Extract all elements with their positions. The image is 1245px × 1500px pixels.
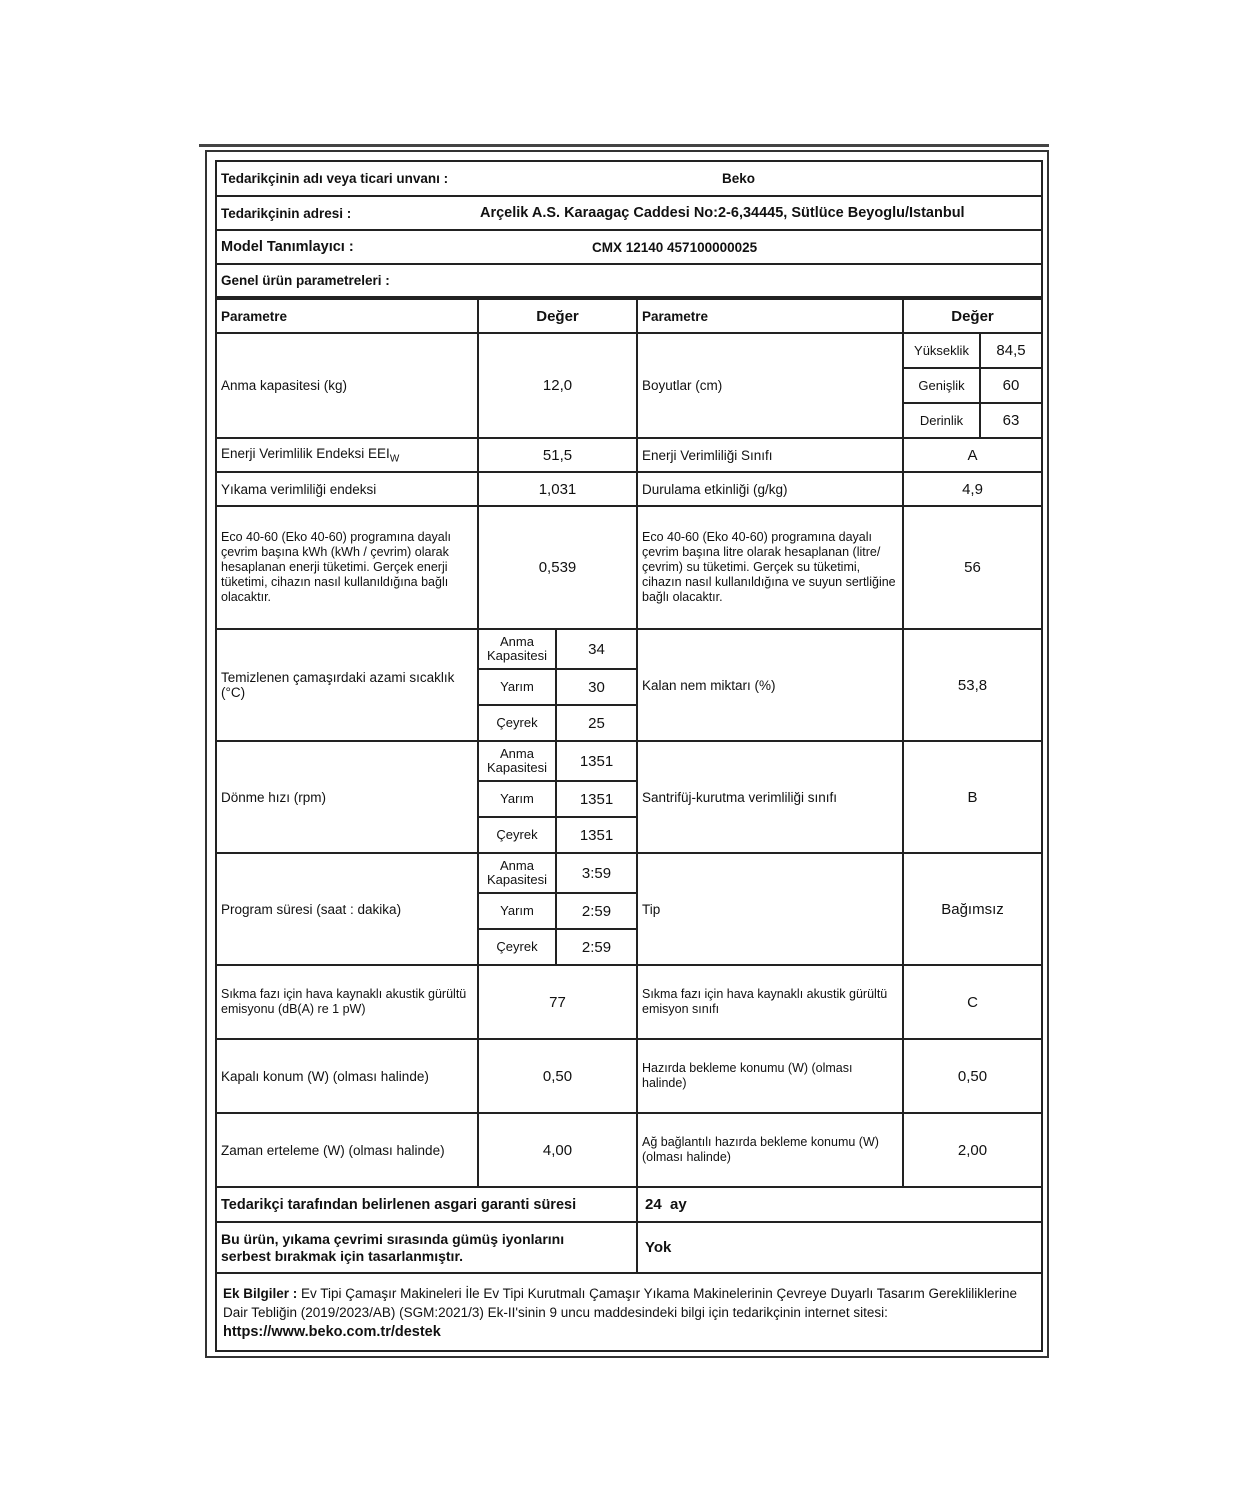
supplier-value: Beko — [480, 161, 1042, 196]
depth-label: Derinlik — [903, 403, 980, 438]
additional-info-label: Ek Bilgiler : — [223, 1286, 298, 1301]
networked-standby-value: 2,00 — [903, 1113, 1042, 1187]
header-param-left: Parametre — [216, 299, 478, 333]
silver-ions-value: Yok — [637, 1222, 1042, 1273]
noise-class-label: Sıkma fazı için hava kaynaklı akustik gürültü emisyon sınıfı — [637, 965, 903, 1039]
silver-ions-label: Bu ürün, yıkama çevrimi sırasında gümüş iyonlarını serbest bırakmak için tasarlanmıştır. — [216, 1222, 637, 1273]
noise-value: 77 — [478, 965, 637, 1039]
program-duration-label: Program süresi (saat : dakika) — [216, 853, 478, 965]
load-half-label: Yarım — [478, 669, 556, 705]
max-temp-quarter: 25 — [556, 705, 637, 741]
warranty-label: Tedarikçi tarafından belirlenen asgari garanti süresi — [216, 1187, 637, 1222]
supplier-table — [215, 160, 1043, 298]
spin-speed-quarter: 1351 — [556, 817, 637, 853]
water-consumption-value: 56 — [903, 506, 1042, 629]
eei-value: 51,5 — [478, 438, 637, 472]
load-quarter-label: Çeyrek — [478, 817, 556, 853]
depth-value: 63 — [980, 403, 1042, 438]
max-temp-rated: 34 — [556, 629, 637, 669]
spin-speed-half: 1351 — [556, 781, 637, 817]
general-params-heading: Genel ürün parametreleri : — [216, 264, 1042, 297]
program-duration-half: 2:59 — [556, 893, 637, 929]
load-half-label: Yarım — [478, 781, 556, 817]
energy-class-value: A — [903, 438, 1042, 472]
spin-class-value: B — [903, 741, 1042, 853]
load-quarter-label: Çeyrek — [478, 929, 556, 965]
load-half-label: Yarım — [478, 893, 556, 929]
program-duration-quarter: 2:59 — [556, 929, 637, 965]
address-label: Tedarikçinin adresi : — [216, 196, 480, 230]
additional-info — [215, 1274, 1043, 1352]
width-value: 60 — [980, 368, 1042, 403]
parameters-table — [215, 298, 1043, 1274]
max-temp-half: 30 — [556, 669, 637, 705]
moisture-value: 53,8 — [903, 629, 1042, 741]
header-param-right: Parametre — [637, 299, 903, 333]
rinsing-value: 4,9 — [903, 472, 1042, 506]
energy-consumption-label: Eco 40-60 (Eko 40-60) programına dayalı çevrim başına kWh (kWh / çevrim) olarak hesaplanan enerji tüketimi. Gerçek enerji tüketimi, cihazın nasıl kullanıldığına bağlı olacaktır. — [216, 506, 478, 629]
width-label: Genişlik — [903, 368, 980, 403]
spin-speed-rated: 1351 — [556, 741, 637, 781]
water-consumption-label: Eco 40-60 (Eko 40-60) programına dayalı çevrim başına litre olarak hesaplanan (litre/çevrim) su tüketimi. Gerçek su tüketimi, cihazın nasıl kullanıldığına ve suyun sertliğine bağlı olacaktır. — [637, 506, 903, 629]
energy-consumption-value: 0,539 — [478, 506, 637, 629]
standby-value: 0,50 — [903, 1039, 1042, 1113]
spin-speed-label: Dönme hızı (rpm) — [216, 741, 478, 853]
product-info-sheet — [205, 150, 1049, 1358]
capacity-label: Anma kapasitesi (kg) — [216, 333, 478, 438]
energy-class-label: Enerji Verimliliği Sınıfı — [637, 438, 903, 472]
off-mode-value: 0,50 — [478, 1039, 637, 1113]
noise-label: Sıkma fazı için hava kaynaklı akustik gürültü emisyonu (dB(A) re 1 pW) — [216, 965, 478, 1039]
washing-index-label: Yıkama verimliliği endeksi — [216, 472, 478, 506]
dimensions-label: Boyutlar (cm) — [637, 333, 903, 438]
max-temp-label: Temizlenen çamaşırdaki azami sıcaklık (°C) — [216, 629, 478, 741]
networked-standby-label: Ağ bağlantılı hazırda bekleme konumu (W) (olması halinde) — [637, 1113, 903, 1187]
rinsing-label: Durulama etkinliği (g/kg) — [637, 472, 903, 506]
noise-class-value: C — [903, 965, 1042, 1039]
delay-start-value: 4,00 — [478, 1113, 637, 1187]
model-label: Model Tanımlayıcı : — [216, 230, 480, 264]
standby-label: Hazırda bekleme konumu (W) (olması halinde) — [637, 1039, 903, 1113]
height-value: 84,5 — [980, 333, 1042, 368]
off-mode-label: Kapalı konum (W) (olması halinde) — [216, 1039, 478, 1113]
header-value-left: Değer — [478, 299, 637, 333]
supplier-label: Tedarikçinin adı veya ticari unvanı : — [216, 161, 480, 196]
support-url-link[interactable]: https://www.beko.com.tr/destek — [223, 1324, 441, 1340]
load-rated-label: Anma Kapasitesi — [478, 853, 556, 893]
warranty-value: 24 ay — [637, 1187, 1042, 1222]
top-rule — [199, 144, 1049, 147]
additional-info-text: Ev Tipi Çamaşır Makineleri İle Ev Tipi Kurutmalı Çamaşır Yıkama Makinelerinin Çevreye Duyarlı Tasarım Gerekliliklerine Dair Tebliğin (2019/2023/AB) (SGM:2021/3) Ek-II'sinin 9 uncu maddesindeki bilgi için tedarikçinin internet sitesi: — [223, 1286, 1018, 1320]
type-label: Tip — [637, 853, 903, 965]
capacity-value: 12,0 — [478, 333, 637, 438]
load-rated-label: Anma Kapasitesi — [478, 741, 556, 781]
spin-class-label: Santrifüj-kurutma verimliliği sınıfı — [637, 741, 903, 853]
load-quarter-label: Çeyrek — [478, 705, 556, 741]
type-value: Bağımsız — [903, 853, 1042, 965]
model-value: CMX 12140 457100000025 — [480, 230, 1042, 264]
header-value-right: Değer — [903, 299, 1042, 333]
washing-index-value: 1,031 — [478, 472, 637, 506]
height-label: Yükseklik — [903, 333, 980, 368]
eei-label: Enerji Verimlilik Endeksi $EEI_W$ — [216, 438, 478, 472]
load-rated-label: Anma Kapasitesi — [478, 629, 556, 669]
moisture-label: Kalan nem miktarı (%) — [637, 629, 903, 741]
program-duration-rated: 3:59 — [556, 853, 637, 893]
address-value: Arçelik A.S. Karaagaç Caddesi No:2-6,34445, Sütlüce Beyoglu/Istanbul — [480, 196, 1042, 230]
delay-start-label: Zaman erteleme (W) (olması halinde) — [216, 1113, 478, 1187]
